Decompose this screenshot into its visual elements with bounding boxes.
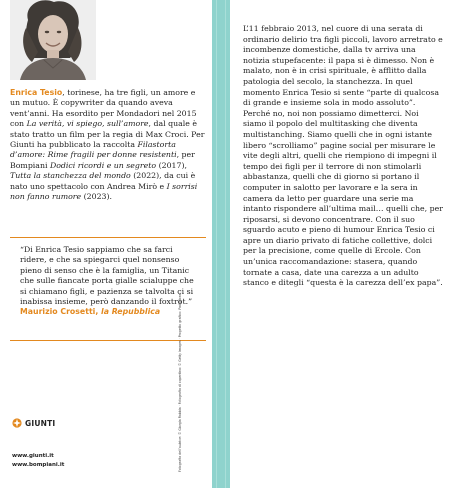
author-portrait-image (10, 0, 96, 80)
author-name: Enrica Tesio (10, 88, 63, 97)
book-blurb: L’11 febbraio 2013, nel cuore di una serata di ordinario delirio tra figli piccoli, lavoro arretrato e incombenze domestiche, dalla tv arriva una notizia stupefacente: il papa si è dimesso. Non è malato, non è in crisi spirituale, è afflitto dalla patologia del secolo, la stanchezza. In quel momento Enrica Tesio si sente “parte di qualcosa di grande e insieme sola in modo assoluto”. Perché no, noi non possiamo dimetterci. Noi siamo il popolo del multitasking che diventa multistanching. Siamo quelli che in ogni istante libero “scrolliamo” pagine social per misurare le vite degli altri, quelli che riempiono di impegni il tempo dei figli per il terrore di non stimolarli abbastanza, quelli che di giorno si portano il computer in salotto per lavorare e la sera in camera da letto per guardare una serie ma intanto rispondere all’ultima mail… quelli che, per riposarsi, si devono concentrare. Con il suo sguardo acuto e pieno di humour Enrica Tesio ci apre un diario privato di fatiche collettive, dolci per la precisione, come quelle di Ercole. Con un’unica raccomandazione: stasera, quando tornate a casa, date una carezza a un adulto stanco e ditegli “questa è la carezza dell’ex papa”. (243, 24, 443, 288)
credits-text: Fotografia dell’autrice: © Giorgia Rabbia · Fotografia di copertina: © Getty Images · Progetto grafico: Padiglione (178, 293, 182, 472)
quote-source: la Repubblica (101, 307, 161, 317)
publisher-urls (12, 452, 64, 470)
book-title-1: La verità, vi spiego, sull’amore (26, 119, 149, 129)
bio-text-4: (2017), (156, 160, 187, 170)
spine-fold-line-right (225, 0, 226, 488)
book-title-2: Filastorta d’amore: Rime fragili per donne resistenti (10, 140, 177, 160)
bio-text-3: , per Bompiani (10, 150, 195, 170)
quote-bottom-divider (10, 340, 206, 341)
bio-text-5: (2022), da cui è nato uno spettacolo con Andrea Mirò e (10, 171, 196, 191)
url-giunti: www.giunti.it (12, 453, 54, 459)
giunti-logo-icon (12, 418, 22, 428)
quote-separator: , (95, 307, 102, 317)
book-title-5: I sorrisi non fanno rumore (10, 181, 198, 202)
book-title-4: Tutta la stanchezza del mondo (10, 171, 131, 181)
bio-text-1: , torinese, ha tre figli, un amore e un mutuo. È copywriter da quando aveva vent’anni. Ha esordito per Mondadori nel 2015 con (10, 88, 197, 129)
photo-credits (172, 293, 184, 472)
publisher-name: GIUNTI (25, 418, 56, 428)
book-spine (212, 0, 230, 488)
review-quote (20, 245, 200, 318)
spine-fold-line-left (216, 0, 217, 488)
bio-text-6: (2023). (81, 192, 113, 202)
book-title-3: Dodici ricordi e un segreto (49, 160, 157, 170)
back-flap (0, 0, 212, 488)
publisher-logo (12, 418, 55, 428)
author-photo (10, 0, 96, 80)
url-bompiani: www.bompiani.it (12, 462, 65, 468)
bio-text-2: , dal quale è stato tratto un film per la regia di Max Croci. Per Giunti ha pubblicato la raccolta (10, 119, 205, 150)
quote-top-divider (10, 237, 206, 238)
author-bio (10, 88, 206, 202)
quote-text: “Di Enrica Tesio sappiamo che sa farci ridere, e che sa spiegarci quel nonsenso pieno di senso che è la famiglia, un Titanic che sulle fiancate porta gialle scialuppe che si chiamano figli, e pazienza se talvolta ci si inabissa insieme, però danzando il foxtrot.” (20, 245, 194, 307)
quote-author: Maurizio Crosetti (20, 307, 96, 317)
